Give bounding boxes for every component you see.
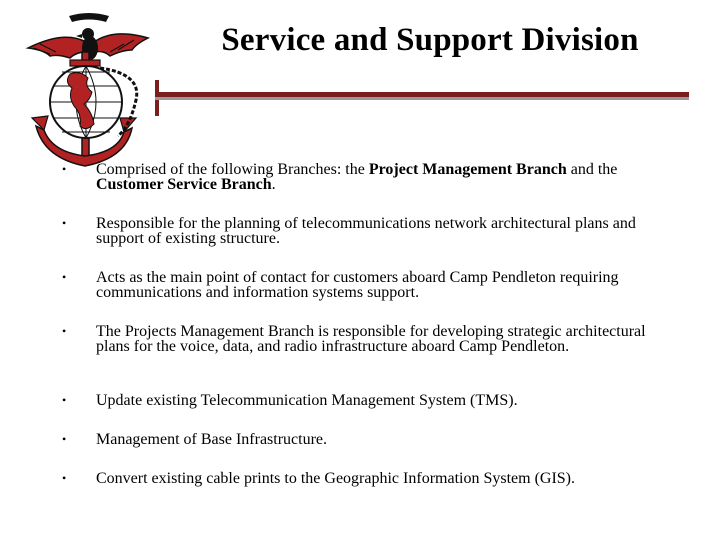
bullet-text: The Projects Management Branch is responsible for developing strategic architectural plans for the voice, data, and radio infrastructure aboard Camp Pendleton.: [96, 323, 646, 355]
bold-text: Project Management Branch: [368, 161, 567, 178]
eagle-globe-anchor-emblem: [14, 8, 164, 176]
bullet-text: Acts as the main point of contact for customers aboard Camp Pendleton requiring communications and information systems support.: [96, 269, 619, 301]
slide-title: Service and Support Division: [221, 22, 639, 58]
bullet-text: Update existing Telecommunication Management System (TMS).: [96, 392, 518, 409]
bullet-icon: •: [62, 162, 67, 176]
emblem-ribbon: [69, 13, 109, 22]
bullet-text: Management of Base Infrastructure.: [96, 431, 328, 448]
bullet-icon: •: [62, 393, 67, 407]
eagle-left-wing-icon: [28, 37, 86, 58]
bullet-icon: •: [62, 432, 67, 446]
bullet-icon: •: [62, 324, 67, 338]
bullet-text: Comprised of the following Branches: the Project Management Branch and the Customer Service Branch.: [96, 161, 618, 193]
bullet-icon: •: [62, 216, 67, 230]
bullet-text: Responsible for the planning of telecommunications network architectural plans and support of existing structure.: [96, 215, 636, 247]
title-rule-horizontal: [155, 92, 689, 100]
bullet-icon: •: [62, 471, 67, 485]
bold-text: Customer Service Branch: [96, 176, 272, 193]
eagle-right-wing-icon: [94, 34, 148, 56]
bullet-text: Convert existing cable prints to the Geographic Information System (GIS).: [96, 470, 576, 487]
globe-icon: [50, 66, 122, 138]
bullet-icon: •: [62, 270, 67, 284]
